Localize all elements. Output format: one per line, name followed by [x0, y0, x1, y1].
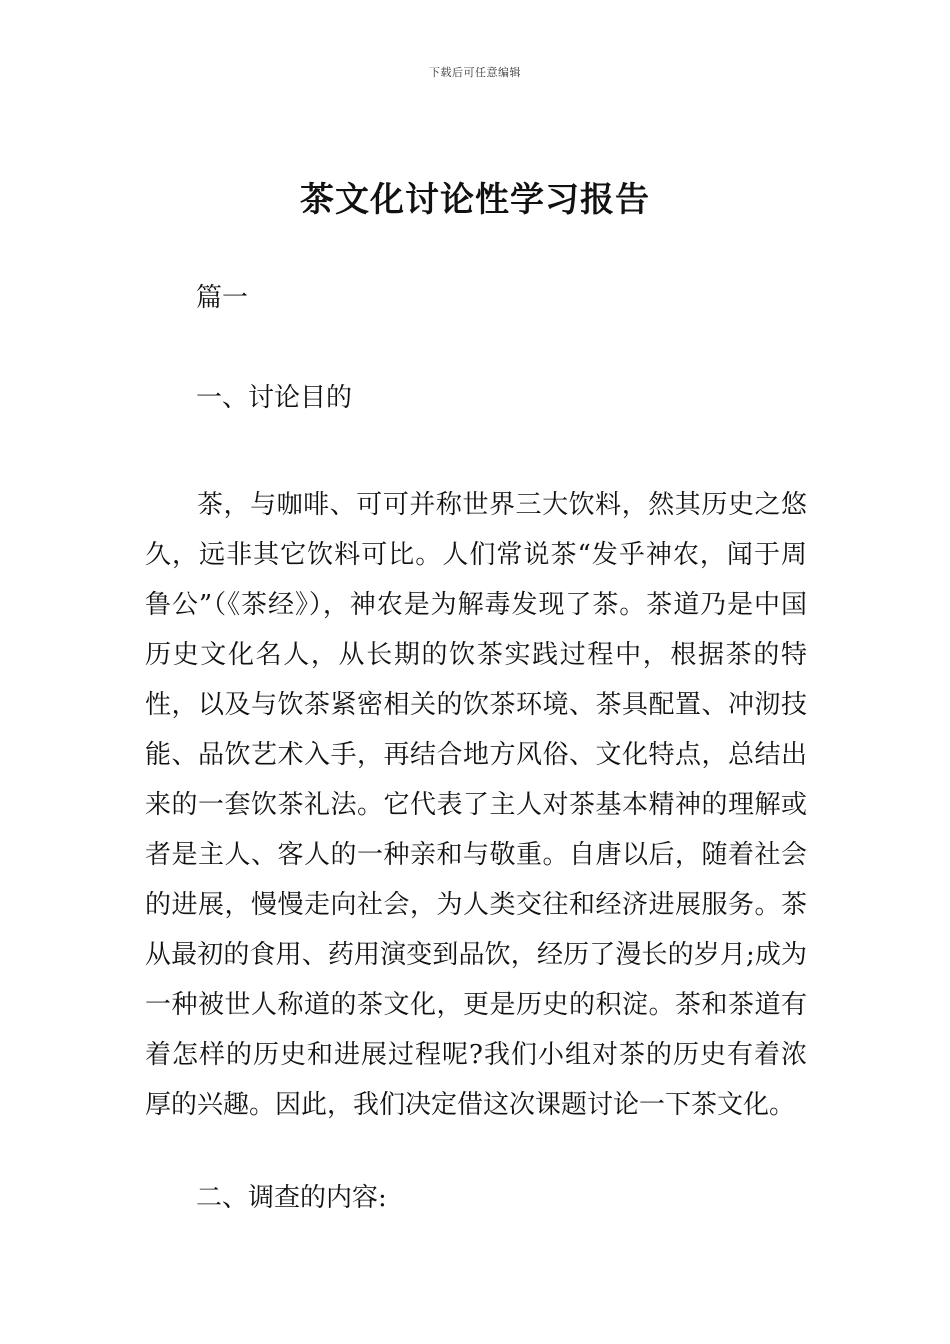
section-heading-content: 二、调查的内容: [196, 1183, 387, 1213]
part-label: 篇一 [196, 283, 249, 313]
header-note: 下载后可任意编辑 [429, 66, 521, 79]
body-paragraph: 茶，与咖啡、可可并称世界三大饮料，然其历史之悠久，远非其它饮料可比。人们常说茶“发乎神农，闻于周鲁公”（《茶经》），神农是为解毒发现了茶。茶道乃是中国历史文化名人，从长期的饮茶实践过程中，根据茶的特性，以及与饮茶紧密相关的饮茶环境、茶具配置、冲沏技能、品饮艺术入手，再结合地方风俗、文化特点，总结出来的一套饮茶礼法。它代表了主人对茶基本精神的理解或者是主人、客人的一种亲和与敬重。自唐以后，随着社会的进展，慢慢走向社会，为人类交往和经济进展服务。茶从最初的食用、药用演变到品饮，经历了漫长的岁月;成为一种被世人称道的茶文化，更是历史的积淀。茶和茶道有着怎样的历史和进展过程呢?我们小组对茶的历史有着浓厚的兴趣。因此，我们决定借这次课题讨论一下茶文化。 [145, 490, 807, 1120]
section-heading-purpose: 一、讨论目的 [196, 383, 353, 413]
document-title: 茶文化讨论性学习报告 [300, 180, 650, 220]
